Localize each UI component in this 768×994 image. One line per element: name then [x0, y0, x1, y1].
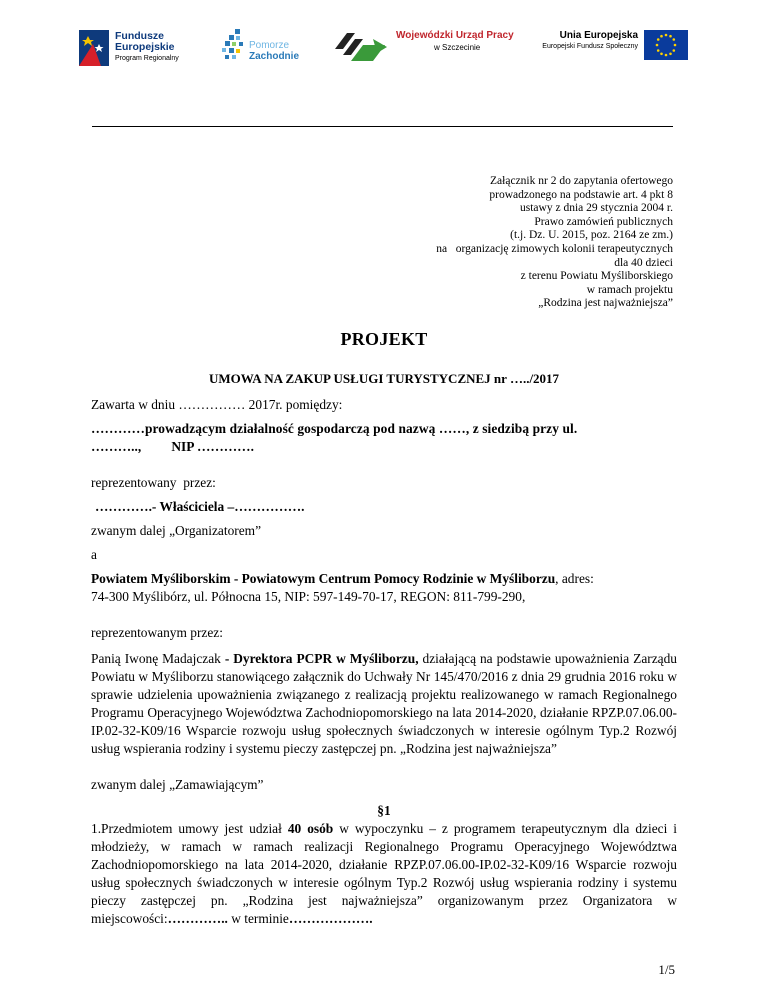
attachment-note: [313, 175, 673, 311]
pz-squares-icon: [221, 27, 249, 63]
wup-logo-line2: w Szczecinie: [434, 43, 481, 52]
pz-logo-line2: Zachodnie: [249, 51, 300, 62]
attachment-line: na organizację zimowych kolonii terapeutycznych: [436, 242, 673, 255]
header-divider: [92, 126, 673, 127]
s1-persons: 40 osób: [287, 821, 334, 836]
attachment-line: ustawy z dnia 29 stycznia 2004 r.: [520, 202, 673, 215]
rep-title: - Dyrektora PCPR w Myśliborzu,: [224, 651, 419, 666]
section-1-heading: §1: [377, 803, 391, 818]
pz-logo-line1: Pomorze: [249, 40, 290, 51]
fe-flag-icon: [79, 30, 109, 66]
s1-part-a: 1.Przedmiotem umowy jest udział: [91, 821, 288, 836]
party2-name: Powiatem Myśliborskim - Powiatowym Centrum Pomocy Rodzinie w Myśliborzu: [91, 571, 556, 586]
wup-logo: [333, 27, 513, 67]
represented-label: reprezentowany przez:: [91, 475, 216, 490]
fe-logo-line1: Fundusze: [115, 30, 164, 42]
owner-line: ………….- Właściciela –…………….: [95, 499, 305, 514]
attachment-line: Załącznik nr 2 do zapytania ofertowego: [490, 175, 673, 187]
representative-paragraph: [91, 650, 677, 758]
s1-part-c: w wypoczynku – z programem terapeutycznym dla dzieci i młodzieży, w ramach w ramach realizacji Regionalnego Programu Operacyjnego Województwa Zachodniopomorskiego na lata 2014-2020, działanie RPZP.07.06.00-IP.02-32-K09/16 Wsparcie rozwoju usług społecznych świadczonych w interesie ogólnym Typ.2 Rozwój usług wspierania rodziny i systemu pieczy zastępczej pn. „Rodzina jest najważniejsza” organizowanym przez Organizatora w miejscowości:: [91, 821, 678, 926]
s1-place-blank: …………..: [167, 911, 228, 926]
fe-logo-line3: Program Regionalny: [115, 55, 179, 62]
party2-line1: [91, 570, 677, 588]
organizer-alias: zwanym dalej „Organizatorem”: [91, 523, 262, 538]
wup-logo-line1: Wojewódzki Urząd Pracy: [396, 30, 514, 41]
fe-logo-line2: Europejskie: [115, 41, 175, 53]
party1-line1: …………prowadzącym działalność gospodarczą pod nazwą ……, z siedzibą przy ul.: [91, 421, 578, 436]
and-word: a: [91, 547, 97, 562]
attachment-line: w ramach projektu: [586, 283, 673, 296]
s1-date-blank: ……………….: [288, 911, 373, 926]
attachment-line: dla 40 dzieci: [614, 256, 673, 269]
attachment-line: z terenu Powiatu Myśliborskiego: [520, 270, 673, 283]
pomorze-zachodnie-logo: [221, 27, 301, 67]
rep-name: Panią Iwonę Madajczak: [91, 651, 225, 666]
concluded-line: Zawarta w dniu …………… 2017r. pomiędzy:: [91, 397, 343, 412]
attachment-line: „Rodzina jest najważniejsza”: [538, 297, 673, 310]
party2-block: [91, 570, 677, 606]
fundusze-europejskie-logo: [79, 27, 189, 71]
buyer-alias: zwanym dalej „Zamawiającym”: [91, 777, 264, 792]
party2-address-label: , adres:: [555, 571, 594, 586]
unia-europejska-logo: [538, 30, 698, 66]
s1-part-e: w terminie: [227, 911, 289, 926]
represented2-label: reprezentowanym przez:: [91, 625, 223, 640]
ue-logo-line2: Europejski Fundusz Społeczny: [542, 43, 638, 50]
attachment-line: Prawo zamówień publicznych: [534, 215, 673, 228]
section-1-paragraph: [91, 820, 677, 928]
rep-authorization: działającą na podstawie upoważnienia Zarządu Powiatu w Myśliborzu stanowiącego załącznik do Uchwały Nr 145/470/2016 z dnia 29 grudnia 2016 roku w sprawie udzielenia upoważnienia związanego z realizacją projektu realizowanego w ramach Regionalnego Programu Operacyjnego Województwa Zachodniopomorskiego na lata 2014-2020, działanie RPZP.07.06.00-IP.02-32-K09/16 Wsparcie rozwoju usług społecznych świadczonych w interesie ogólnym Typ.2 Rozwój usług wspierania rodziny i systemu pieczy zastępczej pn. „Rodzina jest najważniejsza”: [91, 651, 677, 756]
attachment-line: prowadzonego na podstawie art. 4 pkt 8: [489, 188, 673, 201]
eu-flag-icon: [644, 30, 688, 60]
ue-logo-line1: Unia Europejska: [559, 30, 638, 41]
attachment-line: (t.j. Dz. U. 2015, poz. 2164 ze zm.): [510, 229, 673, 242]
page-number: 1/5: [658, 962, 675, 977]
party2-line2: 74-300 Myślibórz, ul. Północna 15, NIP: 597-149-70-17, REGON: 811-799-290,: [91, 589, 526, 604]
wup-stripes-icon: [333, 29, 389, 63]
document-title: PROJEKT: [340, 329, 428, 349]
party1-line2: ……….., NIP ………….: [91, 439, 254, 454]
document-subtitle: UMOWA NA ZAKUP USŁUGI TURYSTYCZNEJ nr …../2017: [208, 371, 560, 386]
